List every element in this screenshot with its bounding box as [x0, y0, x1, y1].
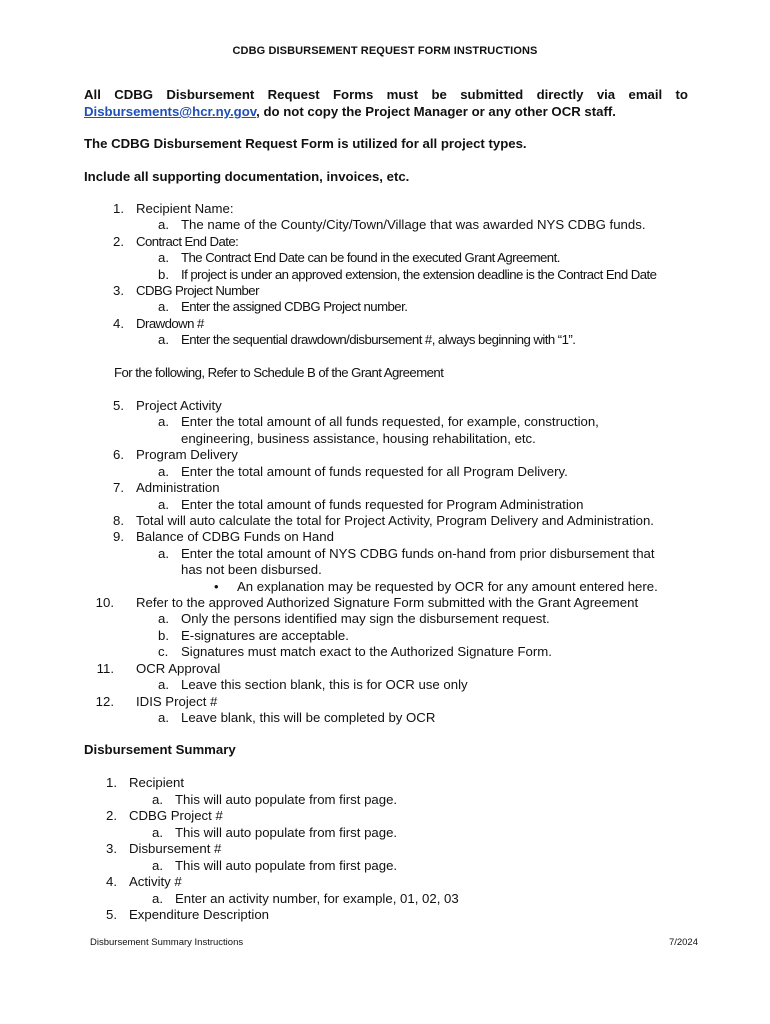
- sub-letter: a.: [158, 414, 169, 429]
- sub-letter: a.: [158, 710, 169, 725]
- sub-text: Leave this section blank, this is for OCR use only: [181, 677, 468, 692]
- item-label: Disbursement #: [129, 841, 222, 856]
- item-number: 2.: [106, 808, 117, 823]
- sub-text: E-signatures are acceptable.: [181, 628, 349, 643]
- item-label: CDBG Project Number: [136, 283, 259, 298]
- sub-letter: a.: [158, 497, 169, 512]
- intro-text-end: , do not copy the Project Manager or any other OCR staff.: [256, 104, 616, 119]
- sub-text: The Contract End Date can be found in the executed Grant Agreement.: [181, 250, 560, 265]
- schedule-note: For the following, Refer to Schedule B of the Grant Agreement: [114, 365, 444, 380]
- item-number: 7.: [113, 480, 124, 495]
- item-label: Expenditure Description: [129, 907, 270, 922]
- sub-text: If project is under an approved extension, the extension deadline is the Contract End Date: [181, 267, 657, 282]
- item-number: 1.: [113, 201, 124, 216]
- item-label: CDBG Project #: [129, 808, 223, 823]
- page-title: CDBG DISBURSEMENT REQUEST FORM INSTRUCTIONS: [232, 45, 538, 57]
- sub-letter: a.: [158, 250, 169, 265]
- sub-text: Enter the total amount of all funds requested, for example, construction,: [181, 414, 599, 429]
- sub-letter: a.: [152, 792, 163, 807]
- sub-letter: c.: [158, 644, 169, 659]
- item-number: 6.: [113, 447, 124, 462]
- sub-text: Enter the assigned CDBG Project number.: [181, 299, 408, 314]
- sub-letter: b.: [158, 628, 169, 643]
- sub-text: This will auto populate from first page.: [175, 825, 398, 840]
- item-label: Program Delivery: [136, 447, 238, 462]
- summary-heading: Disbursement Summary: [84, 742, 236, 757]
- bullet-icon: •: [214, 579, 219, 594]
- sub-text: engineering, business assistance, housing rehabilitation, etc.: [181, 431, 536, 446]
- item-number: 11.: [96, 661, 114, 676]
- item-number: 10.: [95, 595, 114, 610]
- item-label: Recipient Name:: [136, 201, 234, 216]
- sub-letter: a.: [158, 546, 169, 561]
- item-number: 4.: [113, 316, 124, 331]
- item-number: 5.: [113, 398, 124, 413]
- sub-letter: a.: [158, 677, 169, 692]
- item-number: 8.: [113, 513, 124, 528]
- sub-letter: a.: [158, 299, 169, 314]
- item-number: 9.: [113, 529, 124, 544]
- sub-text: has not been disbursed.: [181, 562, 322, 577]
- sub-text: Signatures must match exact to the Authorized Signature Form.: [181, 644, 552, 659]
- sub-text: Enter the sequential drawdown/disbursement #, always beginning with “1”.: [181, 332, 576, 347]
- item-label: Administration: [136, 480, 220, 495]
- sub-letter: a.: [158, 332, 169, 347]
- item-label: Total will auto calculate the total for Project Activity, Program Delivery and Administration.: [136, 513, 654, 528]
- item-label: Contract End Date:: [136, 234, 239, 249]
- item-label: Recipient: [129, 775, 184, 790]
- sub-letter: a.: [152, 825, 163, 840]
- supporting-docs-paragraph: Include all supporting documentation, invoices, etc.: [84, 169, 410, 184]
- sub-letter: a.: [158, 217, 169, 232]
- form-types-paragraph: The CDBG Disbursement Request Form is utilized for all project types.: [84, 136, 527, 151]
- intro-paragraph: [84, 86, 688, 120]
- sub-letter: a.: [158, 464, 169, 479]
- item-number: 3.: [106, 841, 117, 856]
- intro-text: All CDBG Disbursement Request Forms must be submitted directly via email to: [84, 87, 688, 102]
- sub-text: The name of the County/City/Town/Village that was awarded NYS CDBG funds.: [181, 217, 646, 232]
- item-label: Drawdown #: [136, 316, 204, 331]
- sub-text: Enter the total amount of funds requested for all Program Delivery.: [181, 464, 568, 479]
- sub-text: This will auto populate from first page.: [175, 792, 398, 807]
- sub-text: Enter the total amount of NYS CDBG funds on-hand from prior disbursement that: [181, 546, 655, 561]
- email-link[interactable]: Disbursements@hcr.ny.gov: [84, 104, 257, 119]
- bullet-text: An explanation may be requested by OCR for any amount entered here.: [237, 579, 658, 594]
- item-number: 5.: [106, 907, 117, 922]
- sub-text: Enter the total amount of funds requested for Program Administration: [181, 497, 584, 512]
- item-label: Balance of CDBG Funds on Hand: [136, 529, 334, 544]
- footer-left: Disbursement Summary Instructions: [90, 937, 244, 948]
- item-number: 2.: [113, 234, 124, 249]
- sub-text: Enter an activity number, for example, 01, 02, 03: [175, 891, 459, 906]
- item-number: 12.: [95, 694, 114, 709]
- item-number: 1.: [106, 775, 117, 790]
- item-label: IDIS Project #: [136, 694, 218, 709]
- item-label: Project Activity: [136, 398, 222, 413]
- sub-text: Only the persons identified may sign the disbursement request.: [181, 611, 550, 626]
- sub-letter: a.: [158, 611, 169, 626]
- item-label: Refer to the approved Authorized Signature Form submitted with the Grant Agreement: [136, 595, 639, 610]
- sub-text: This will auto populate from first page.: [175, 858, 398, 873]
- sub-letter: a.: [152, 891, 163, 906]
- sub-letter: b.: [158, 267, 169, 282]
- sub-letter: a.: [152, 858, 163, 873]
- item-label: Activity #: [129, 874, 182, 889]
- item-label: OCR Approval: [136, 661, 221, 676]
- footer-date: 7/2024: [668, 937, 698, 948]
- item-number: 3.: [113, 283, 124, 298]
- sub-text: Leave blank, this will be completed by OCR: [181, 710, 436, 725]
- item-number: 4.: [106, 874, 117, 889]
